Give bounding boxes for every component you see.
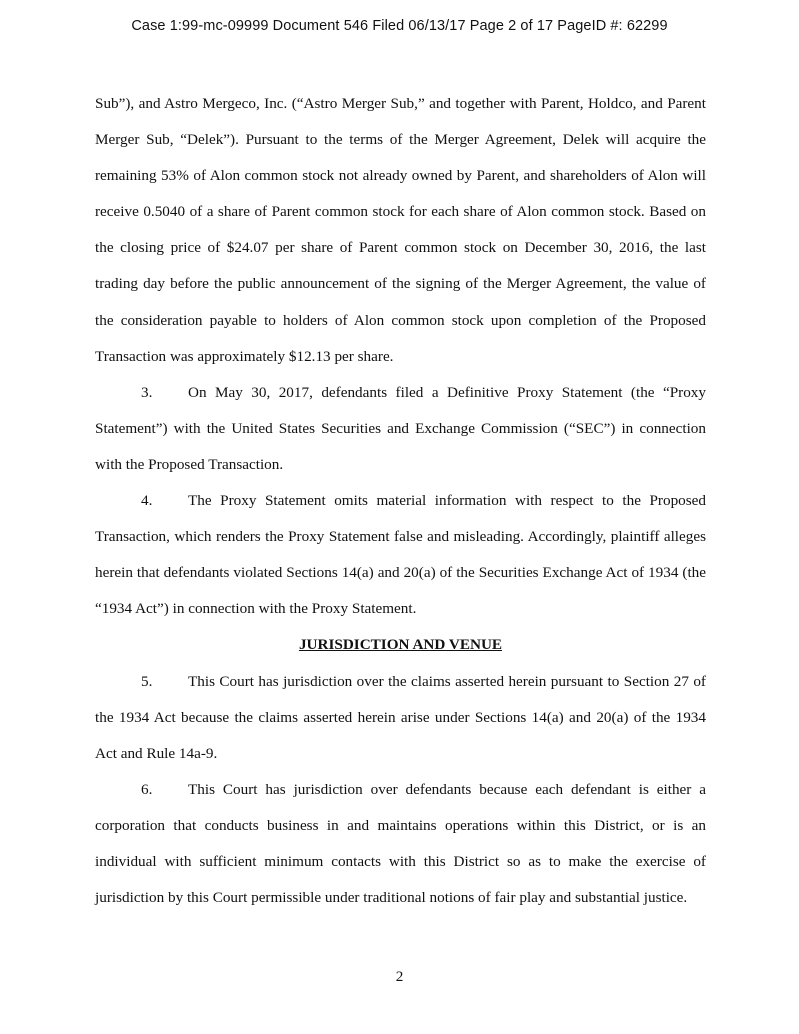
paragraph-4 bbox=[95, 483, 706, 627]
paragraph-number: 3. bbox=[141, 383, 153, 401]
paragraph-text: This Court has jurisdiction over the claims asserted herein pursuant to Section 27 of the 1934 Act because the claims asserted herein arise under Sections 14(a) and 20(a) of the 1934 Act and Rule 14a-9. bbox=[95, 672, 706, 762]
paragraph-number: 4. bbox=[141, 492, 153, 510]
section-heading: JURISDICTION AND VENUE bbox=[298, 636, 503, 654]
document-body bbox=[95, 86, 706, 916]
continuation-paragraph: Sub”), and Astro Mergeco, Inc. (“Astro Merger Sub,” and together with Parent, Holdco, and Parent Merger Sub, “Delek”). Pursuant to the terms of the Merger Agreement, Delek will acquire the remaining 53% of Alon common stock not already owned by Parent, and shareholders of Alon will receive 0.5040 of a share of Parent common stock for each share of Alon common stock. Based on the closing price of $24.07 per share of Parent common stock on December 30, 2016, the last trading day before the public announcement of the signing of the Merger Agreement, the value of the consideration payable to holders of Alon common stock upon completion of the Proposed Transaction was approximately $12.13 per share. bbox=[95, 95, 706, 365]
case-header: Case 1:99-mc-09999 Document 546 Filed 06/13/17 Page 2 of 17 PageID #: 62299 bbox=[131, 18, 668, 34]
paragraph-3 bbox=[95, 375, 706, 483]
page-number: 2 bbox=[395, 968, 404, 985]
paragraph-6 bbox=[95, 772, 706, 916]
paragraph-text: The Proxy Statement omits material information with respect to the Proposed Transaction, which renders the Proxy Statement false and misleading. Accordingly, plaintiff alleges herein that defendants violated Sections 14(a) and 20(a) of the Securities Exchange Act of 1934 (the “1934 Act”) in connection with the Proxy Statement. bbox=[95, 492, 706, 618]
paragraph-text: This Court has jurisdiction over defendants because each defendant is either a corporation that conducts business in and maintains operations within this District, or is an individual with sufficient minimum contacts with this District so as to make the exercise of jurisdiction by this Court permissible under traditional notions of fair play and substantial justice. bbox=[95, 780, 706, 907]
paragraph-number: 6. bbox=[141, 780, 153, 798]
paragraph-5 bbox=[95, 664, 706, 772]
paragraph-text: On May 30, 2017, defendants filed a Definitive Proxy Statement (the “Proxy Statement”) with the United States Securities and Exchange Commission (“SEC”) in connection with the Proposed Transaction. bbox=[95, 383, 706, 473]
paragraph-number: 5. bbox=[141, 672, 153, 690]
